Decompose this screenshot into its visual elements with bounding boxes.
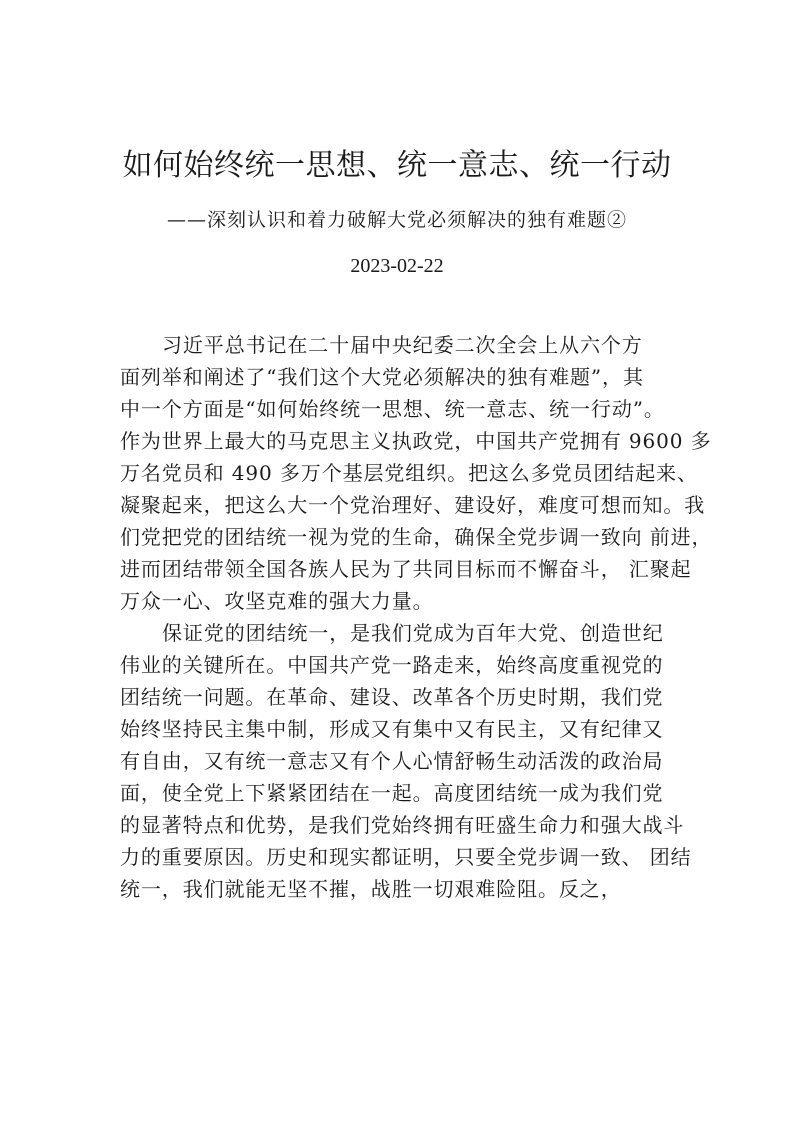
text-line: 团结统一问题。在革命、建设、改革各个历史时期，我们党	[120, 685, 664, 709]
text-line: 的显著特点和优势，是我们党始终拥有旺盛生命力和强大战斗	[120, 813, 685, 837]
text-line: 凝聚起来，把这么大一个党治理好、建设好，难度可想而知。我	[120, 493, 706, 517]
text-line: 进而团结带领全国各族人民为了共同目标而不懈奋斗， 汇聚起	[120, 557, 692, 581]
text-line: 们党把党的团结统一视为党的生命，确保全党步调一致向 前进，	[120, 525, 713, 549]
article-body	[120, 329, 713, 905]
text-line: 保证党的团结统一，是我们党成为百年大党、创造世纪	[162, 621, 664, 645]
text-line: 有自由，又有统一意志又有个人心情舒畅生动活泼的政治局	[120, 749, 664, 773]
text-line: 伟业的关键所在。中国共产党一路走来，始终高度重视党的	[120, 653, 664, 677]
text-line: 作为世界上最大的马克思主义执政党，中国共产党拥有 9600 多	[120, 429, 712, 453]
text-line: 面列举和阐述了“我们这个大党必须解决的独有难题”，其	[120, 365, 644, 389]
text-line: 中一个方面是“如何始终统一思想、统一意志、统一行动”。	[120, 397, 665, 421]
text-line: 统一，我们就能无坚不摧，战胜一切艰难险阻。反之，	[120, 877, 622, 901]
text-line: 始终坚持民主集中制，形成又有集中又有民主，又有纪律又	[120, 717, 664, 741]
text-line: 万名党员和 490 多万个基层党组织。把这么多党员团结起来、	[120, 461, 698, 485]
text-line: 习近平总书记在二十届中央纪委二次全会上从六个方	[162, 333, 643, 357]
document-subtitle: ——深刻认识和着力破解大党必须解决的独有难题②	[166, 209, 627, 231]
text-line: 面，使全党上下紧紧团结在一起。高度团结统一成为我们党	[120, 781, 664, 805]
paragraph-1	[120, 329, 713, 617]
publish-date: 2023-02-22	[350, 255, 444, 277]
paragraph-2	[120, 617, 692, 905]
text-line: 万众一心、攻坚克难的强大力量。	[120, 589, 434, 613]
document-title: 如何始终统一思想、统一意志、统一行动	[122, 148, 672, 183]
text-line: 力的重要原因。历史和现实都证明，只要全党步调一致、 团结	[120, 845, 692, 869]
